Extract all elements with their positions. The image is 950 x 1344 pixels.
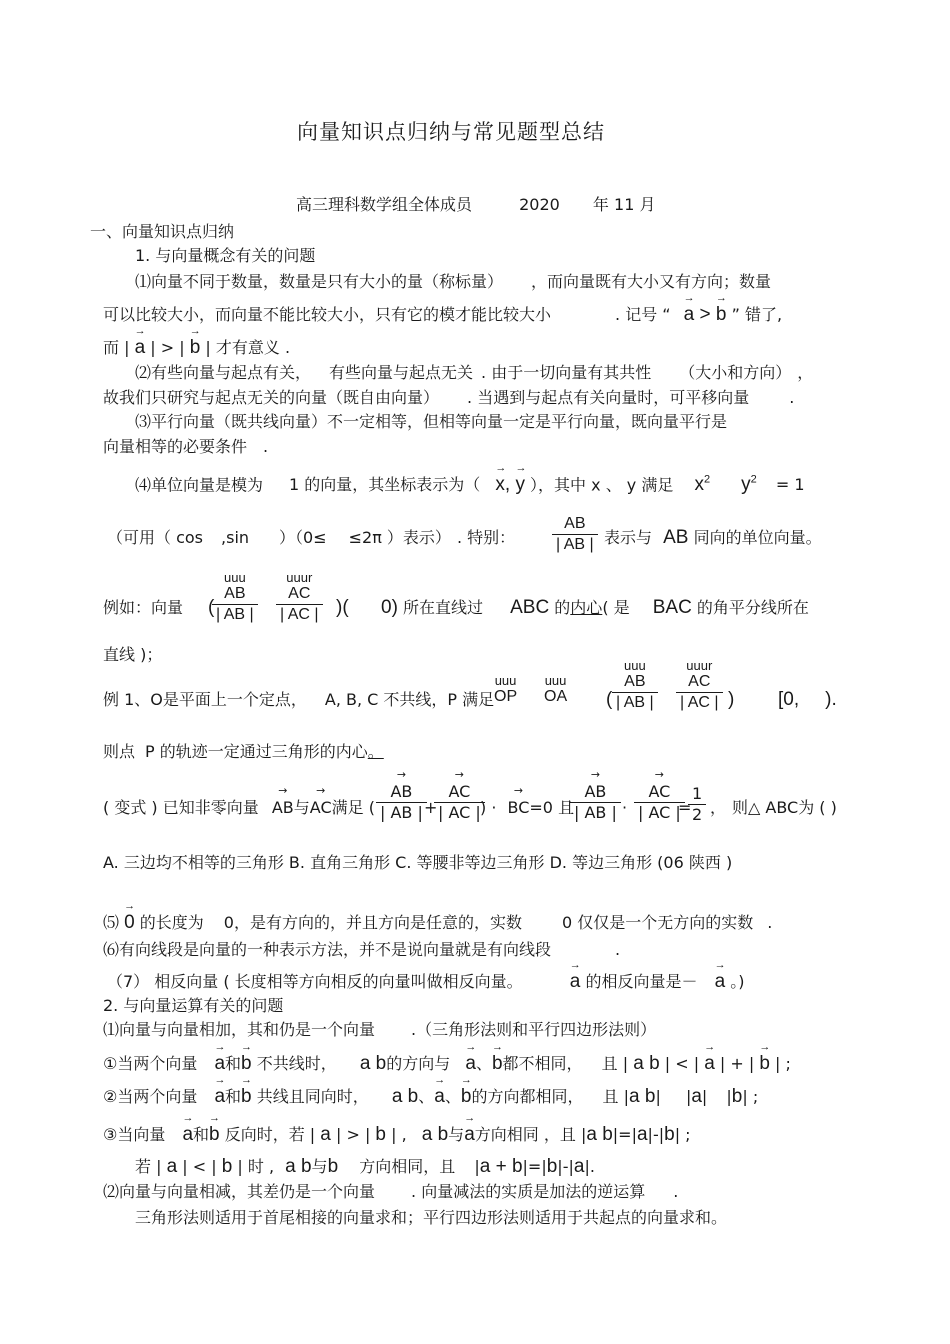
vector-a: → a: [684, 305, 695, 325]
p1-text-a: ⑴向量不同于数量，数量是只有大小的量（称标量）: [135, 272, 496, 291]
p3-text-b: 向量相等的必要条件: [103, 437, 248, 456]
year: 2020: [519, 195, 560, 214]
p2-line1: [135, 363, 813, 383]
rule3-line: ③当向量 → a和→ b 反向时，若 | a | > | b | , a b与→ a方向相同 ，且 |a b|=|a|-|b| ;: [103, 1125, 691, 1145]
p1-line2: [103, 305, 782, 325]
options-line: A. 三边均不相等的三角形 B. 直角三角形 C. 等腰非等边三角形 D. 等边三角形 (06 陕西 ): [103, 853, 733, 872]
math-xy: → x, → y: [495, 474, 525, 495]
p1-text-e: ” 错了,: [731, 305, 783, 324]
rule2-line: ②当两个向量 → a和→ b 共线且同向时， a b、→ a、→ b的方向都相同， 且 |a b| |a| |b| ;: [103, 1087, 758, 1107]
year-suffix: 年 11 月: [592, 195, 656, 214]
author-line: [296, 195, 655, 215]
author: 高三理科数学组全体成员: [296, 195, 473, 214]
vector-x: → x: [495, 475, 505, 495]
p4-text-h: ≤2π ）表示）: [348, 528, 451, 547]
fraction-ab-norm: uuu AB | AB |: [212, 572, 258, 625]
p3-line2: [103, 437, 268, 457]
p2-text-g: . 当遇到与起点有关向量时，可平移向量: [467, 388, 750, 407]
p2-text-h: .: [789, 388, 795, 407]
example-text-b: 所在直线过: [403, 598, 484, 617]
p2-text-a: ⑵有些向量与起点有关，: [135, 363, 312, 382]
p5-line: ⑸ → 0 的长度为 0，是有方向的，并且方向是任意的，实数 0 仅仅是一个无方向的实数 .: [103, 913, 772, 933]
p7-line: （7） 相反向量 ( 长度相等方向相反的向量叫做相反向量。 → a 的相反向量是－ → a 。): [107, 972, 744, 992]
p4-text-g: ）（0≤: [279, 528, 327, 547]
p1-text-b: ，而向量既有大小又有方向；数量: [531, 272, 772, 291]
p3-text-c: .: [263, 437, 269, 456]
vector-y: → y: [515, 475, 525, 495]
subheading-2: 2. 与向量运算有关的问题: [103, 996, 284, 1015]
variant-frac-half: $\frac{1}{2}$: [688, 784, 706, 825]
p1-line1: [135, 272, 771, 292]
p4-line1: [135, 470, 805, 495]
p2-text-c: . 由于一切向量有其共性: [481, 363, 652, 382]
variant-frac-ab-2: → $\frac{AB}{| AB |}$: [570, 782, 621, 823]
p4-text-b: 1 的向量，其坐标表示为（: [289, 475, 481, 495]
rule4-line: 若 | a | < | b | 时 , a b与b 方向相同，且 |a + b|=|b|-|a|.: [135, 1156, 595, 1177]
p2-text-f: 故我们只研究与起点无关的向量（既自由向量）: [103, 388, 440, 407]
incenter-underlined: 内心: [570, 598, 603, 617]
fraction-ac-norm: uuur AC | AC |: [276, 572, 323, 625]
math-ab: AB: [663, 527, 689, 548]
fraction-ac-norm-2: uuur AC | AC |: [676, 660, 723, 713]
p1-text-d: . 记号 “: [615, 305, 671, 324]
p2-text-e: ，: [797, 363, 814, 382]
example-line2: 直线 )；: [103, 645, 163, 664]
example1-conclusion: 则点 P 的轨迹一定通过三角形的内心。: [103, 742, 384, 761]
q3-line: 三角形法则适用于首尾相接的向量求和；平行四边形法则适用于共起点的向量求和。: [135, 1208, 728, 1227]
p1-line3: 而 | → a | > | → b | 才有意义 .: [103, 338, 290, 358]
q1-line: ⑴向量与向量相加，其和仍是一个向量 .（三角形法则和平行四边形法则）: [103, 1020, 657, 1039]
fraction-ab-norm-2: uuu AB | AB |: [612, 660, 658, 713]
p4-text-k: 同向的单位向量。: [693, 528, 822, 547]
p1-text-g: | 才有意义 .: [205, 338, 291, 357]
math-x2: $x^2$: [694, 474, 711, 496]
math-a-gt-b: → a > → b: [684, 304, 727, 325]
subheading-1: 1. 与向量概念有关的问题: [135, 246, 316, 265]
vector-op: uuu OP: [494, 673, 518, 705]
example-label: 例如：向量: [103, 598, 184, 617]
variant-frac-ac: → $\frac{AC}{| AC |}$: [434, 782, 485, 823]
p4-text-c: ），其中 x 、 y 满足: [530, 475, 674, 495]
variant-frac-ac-2: → $\frac{AC}{| AC |}$: [634, 782, 685, 823]
p3-line1: ⑶平行向量（既共线向量）不一定相等，但相等向量一定是平行向量，既向量平行是: [135, 412, 728, 431]
page-title: 向量知识点归纳与常见题型总结: [297, 120, 605, 144]
q2-line: ⑵向量与向量相减，其差仍是一个向量 . 向量减法的实质是加法的逆运算 .: [103, 1182, 679, 1201]
vector-oa: uuu OA: [544, 673, 568, 705]
variant-line: ( 变式 ) 已知非零向量 → AB与→ AC满足 (: [103, 798, 375, 818]
vector-b: → b: [716, 305, 727, 325]
math-y2: $y^2$: [741, 474, 757, 496]
example1-line: 例 1、O是平面上一个定点， A, B, C 不共线，P 满足: [103, 690, 495, 709]
vector-b: → b: [190, 338, 201, 358]
p6-line: ⑹有向线段是向量的一种表示方法，并不是说向量就是有向线段 .: [103, 940, 621, 959]
rule1-line: ①当两个向量 → a和→ b 不共线时， a b的方向与 → a、→ b都不相同， 且 | a b | < | → a | + | → b | ;: [103, 1054, 791, 1074]
p4-text-e: （可用（ cos: [107, 528, 204, 547]
p1-text-c: 可以比较大小，而向量不能比较大小，只有它的模才能比较大小: [103, 305, 552, 324]
p2-text-b: 有些向量与起点无关: [329, 363, 474, 382]
p4-text-j: 表示与: [604, 528, 653, 547]
p4-line2b: [604, 528, 822, 548]
p4-line2: [107, 528, 515, 548]
fraction-unit-ab: $\frac{AB}{| AB |}$: [552, 514, 598, 555]
p2-line2: [103, 388, 794, 408]
section-heading: 一、向量知识点归纳: [90, 222, 235, 241]
vector-a: → a: [135, 338, 146, 358]
zero-vector: → 0: [124, 913, 135, 933]
p2-text-d: （大小和方向）: [679, 363, 784, 382]
variant-frac-ab: → $\frac{AB}{| AB |}$: [376, 782, 427, 823]
p4-text-f: ,sin: [221, 528, 250, 547]
p1-text-f: 而 |: [103, 338, 130, 357]
p4-text-d: = 1: [775, 475, 805, 495]
example-line: 0) 所在直线过 ABC 的内心( 是 BAC 的角平分线所在: [381, 597, 809, 618]
p4-text-a: ⑷单位向量是模为: [135, 475, 264, 495]
p4-text-i: . 特别：: [456, 528, 516, 547]
